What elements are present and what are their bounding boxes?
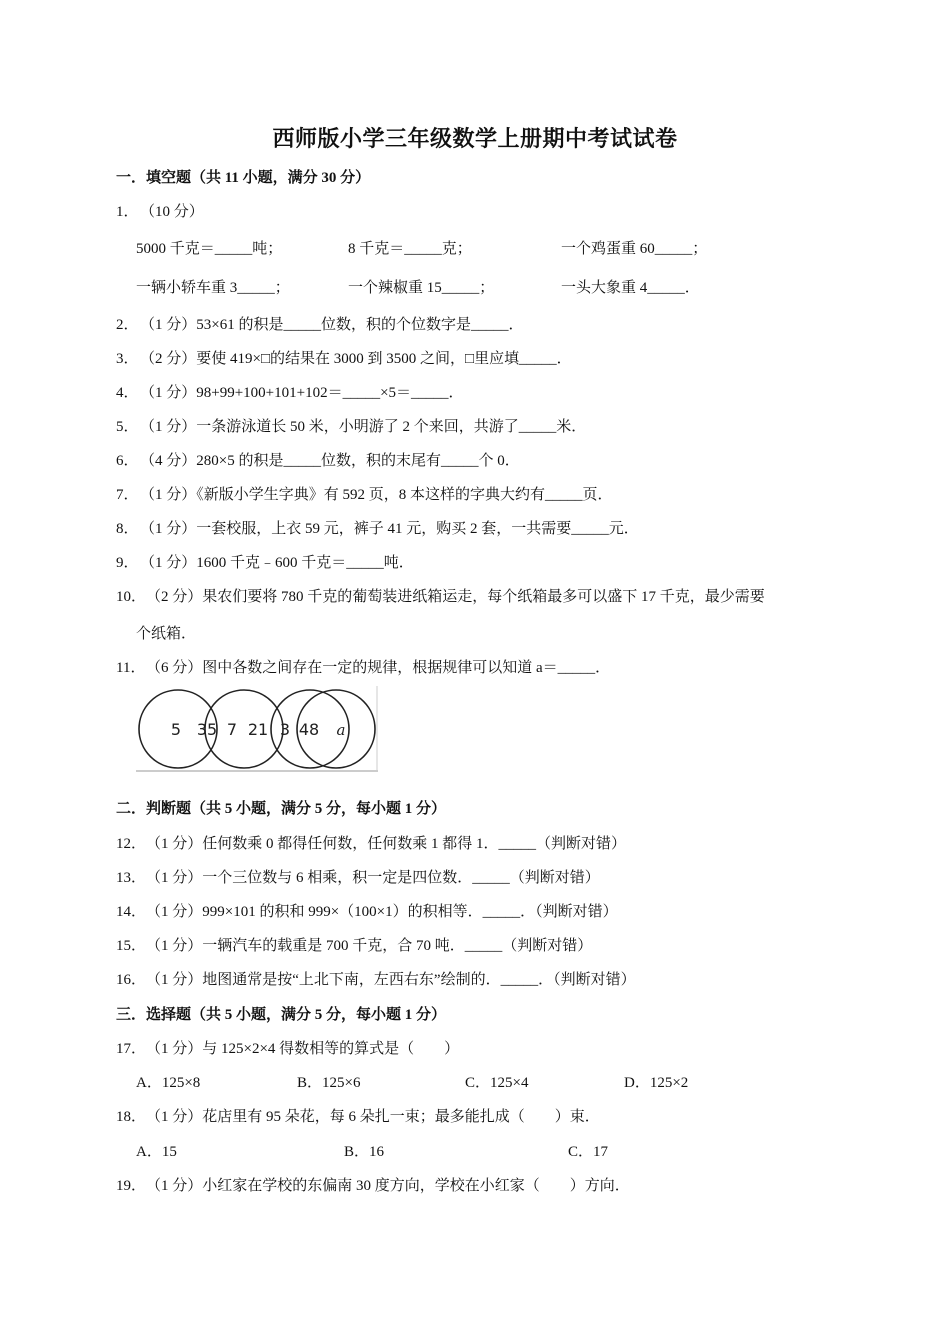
q1-item: 一个鸡蛋重 60_____； (561, 241, 708, 257)
circle-number: 48 (298, 720, 320, 739)
question-text: （1 分）地图通常是按“上北下南，左西右东”绘制的．_____．（判断对错） (146, 972, 636, 988)
question-number: 3． (116, 351, 139, 367)
question-3 (116, 347, 572, 368)
question-1 (116, 200, 204, 221)
question-text: （2 分）果农们要将 780 千克的葡萄装进纸箱运走，每个纸箱最多可以盛下 17 千克，最少需要 (146, 589, 765, 605)
question-number: 6． (116, 453, 139, 469)
question-text: （1 分）1600 千克﹣600 千克＝_____吨． (140, 555, 414, 571)
question-text: （1 分）999×101 的积和 999×（100×1）的积相等．_____．（判断对错） (146, 904, 618, 920)
question-14 (116, 900, 618, 921)
question-text: （1 分）一个三位数与 6 相乘，积一定是四位数．_____（判断对错） (146, 870, 600, 886)
question-text: （2 分）要使 419×□的结果在 3000 到 3500 之间，□里应填_____． (140, 351, 572, 367)
question-number: 2． (116, 317, 139, 333)
question-number: 4． (116, 385, 139, 401)
option-a: A．15 (136, 1144, 177, 1160)
question-18 (116, 1105, 600, 1126)
option-b: B．125×6 (297, 1075, 361, 1091)
question-number: 18． (116, 1109, 147, 1125)
question-2 (116, 313, 523, 334)
option-c: C．125×4 (465, 1075, 529, 1091)
question-number: 1． (116, 204, 139, 220)
question-number: 19． (116, 1178, 147, 1194)
circle-number: 21 (247, 720, 269, 739)
section-3-heading: 三．选择题（共 5 小题，满分 5 分，每小题 1 分） (116, 1007, 447, 1023)
question-number: 11． (116, 660, 146, 676)
q1-item: 一头大象重 4_____． (561, 280, 700, 296)
question-number: 8． (116, 521, 139, 537)
option-a: A．125×8 (136, 1075, 201, 1091)
question-number: 14． (116, 904, 147, 920)
question-4 (116, 381, 464, 402)
question-13 (116, 866, 600, 887)
question-number: 9． (116, 555, 139, 571)
section-2-heading: 二．判断题（共 5 小题，满分 5 分，每小题 1 分） (116, 801, 447, 817)
question-6 (116, 449, 520, 470)
question-text: （1 分）与 125×2×4 得数相等的算式是（ ） (146, 1041, 460, 1057)
circles-figure (136, 686, 378, 772)
question-text: （1 分）53×61 的积是_____位数，积的个位数字是_____． (140, 317, 524, 333)
page-title: 西师版小学三年级数学上册期中考试试卷 (272, 126, 678, 151)
circle-number: 35 (196, 720, 218, 739)
question-number: 15． (116, 938, 147, 954)
question-12 (116, 832, 626, 853)
question-number: 16． (116, 972, 147, 988)
question-11 (116, 656, 610, 677)
question-number: 5． (116, 419, 139, 435)
q1-item: 一辆小轿车重 3_____； (136, 280, 290, 296)
section-1-heading: 一．填空题（共 11 小题，满分 30 分） (116, 170, 371, 186)
option-b: B．16 (344, 1144, 385, 1160)
option-c: C．17 (568, 1144, 609, 1160)
circle-number: 3 (279, 720, 291, 739)
question-10-continued: 个纸箱． (136, 626, 197, 642)
question-text: （1 分）《新版小学生字典》有 592 页，8 本这样的字典大约有_____页． (140, 487, 613, 503)
question-number: 17． (116, 1041, 147, 1057)
question-15 (116, 934, 592, 955)
circle-number: 7 (226, 720, 238, 739)
q1-item: 一个辣椒重 15_____； (348, 280, 495, 296)
question-text: （6 分）图中各数之间存在一定的规律，根据规律可以知道 a＝_____． (146, 660, 611, 676)
question-text: （1 分）98+99+100+101+102＝_____×5＝_____． (140, 385, 464, 401)
circle-variable: a (336, 721, 346, 739)
question-17 (116, 1037, 459, 1058)
q1-item: 8 千克＝_____克； (348, 241, 472, 257)
question-8 (116, 517, 639, 538)
question-9 (116, 551, 414, 572)
question-text: （4 分）280×5 的积是_____位数，积的末尾有_____个 0． (140, 453, 520, 469)
question-score: （10 分） (140, 204, 204, 220)
question-number: 13． (116, 870, 147, 886)
question-number: 10． (116, 589, 147, 605)
question-5 (116, 415, 586, 436)
question-text: （1 分）一辆汽车的载重是 700 千克，合 70 吨．_____（判断对错） (146, 938, 593, 954)
q1-item: 5000 千克＝_____吨； (136, 241, 283, 257)
question-text: （1 分）小红家在学校的东偏南 30 度方向，学校在小红家（ ）方向． (146, 1178, 630, 1194)
question-text: （1 分）一套校服，上衣 59 元，裤子 41 元，购买 2 套，一共需要_____元． (140, 521, 639, 537)
question-10 (116, 585, 765, 606)
question-number: 12． (116, 836, 147, 852)
question-number: 7． (116, 487, 139, 503)
option-d: D．125×2 (624, 1075, 689, 1091)
question-text: （1 分）任何数乘 0 都得任何数，任何数乘 1 都得 1．_____（判断对错） (146, 836, 627, 852)
question-16 (116, 968, 636, 989)
question-19 (116, 1174, 630, 1195)
question-text: （1 分）花店里有 95 朵花，每 6 朵扎一束；最多能扎成（ ）束． (146, 1109, 600, 1125)
question-7 (116, 483, 613, 504)
circle-number: 5 (170, 720, 182, 739)
question-text: （1 分）一条游泳道长 50 米，小明游了 2 个来回，共游了_____米． (140, 419, 587, 435)
